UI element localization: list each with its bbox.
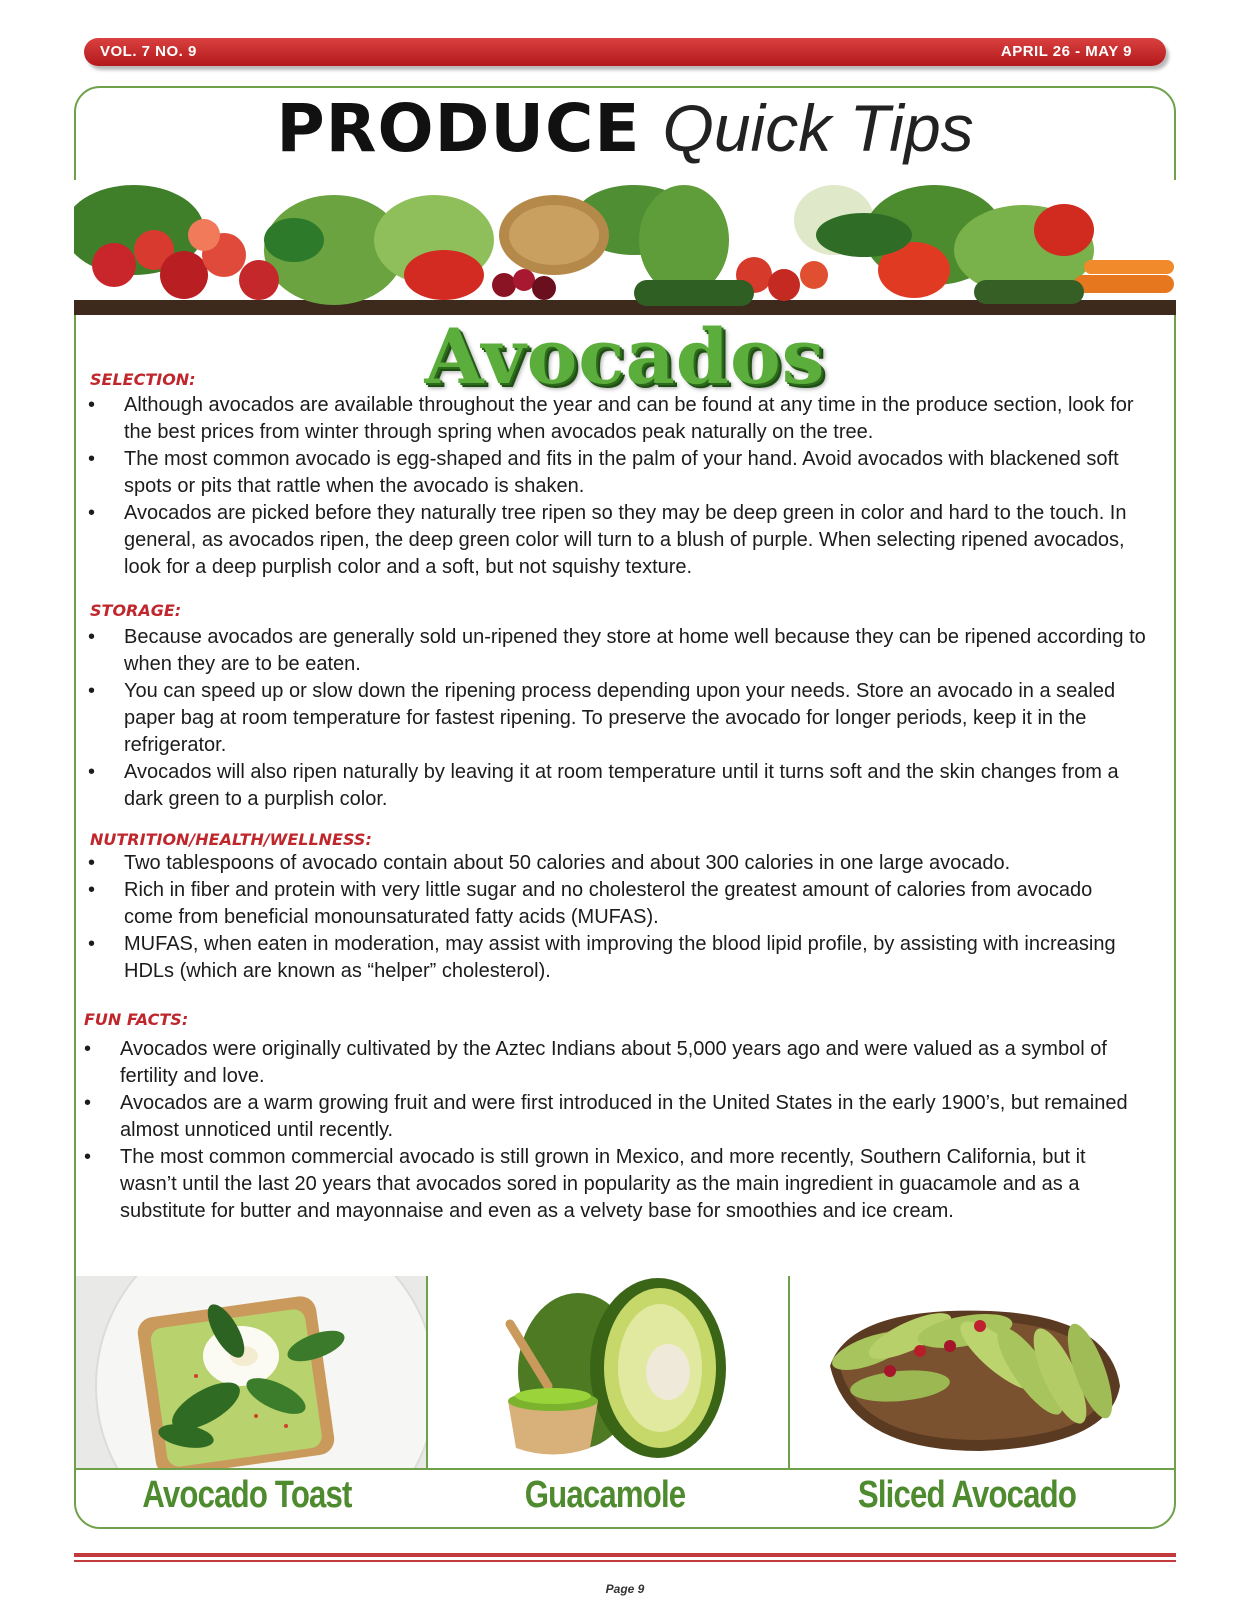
list-item: • Rich in fiber and protein with very little sugar and no cholesterol the greatest amount of calories from avocado come from beneficial monounsaturated fatty acids (MUFAS).	[88, 877, 1146, 931]
date-range: APRIL 26 - MAY 9	[1000, 43, 1132, 60]
masthead-quick-tips: Quick Tips	[662, 91, 974, 165]
fun-facts-list	[84, 1036, 1146, 1225]
vegetable-banner-image	[74, 180, 1176, 315]
sliced-avocado-photo	[790, 1276, 1174, 1468]
issue-header-bar	[84, 38, 1166, 66]
selection-heading: SELECTION:	[90, 370, 196, 389]
list-item: • The most common commercial avocado is still grown in Mexico, and more recently, Southern California, but it wasn’t until the last 20 years that avocados sored in popularity as the main ingredient in guacamole and as a substitute for butter and mayonnaise and even as a velvety base for smoothies and ice cream.	[84, 1144, 1146, 1225]
photo-strip-bottom-border	[74, 1468, 1176, 1470]
nutrition-list	[88, 850, 1146, 985]
avocado-toast-image	[76, 1276, 426, 1468]
footer-rule	[74, 1553, 1176, 1562]
list-item: • Avocados are a warm growing fruit and were first introduced in the United States in the early 1900’s, but remained almost unnoticed until recently.	[84, 1090, 1146, 1144]
list-item: • Avocados were originally cultivated by the Aztec Indians about 5,000 years ago and were valued as a symbol of fertility and love.	[84, 1036, 1146, 1090]
masthead-produce: PRODUCE	[276, 90, 641, 167]
page-title: Avocados	[424, 312, 826, 401]
guacamole-photo	[428, 1276, 788, 1468]
caption-avocado-toast: Avocado Toast	[142, 1474, 352, 1516]
list-item: • Because avocados are generally sold un-ripened they store at home well because they can be ripened according to when they are to be eaten.	[88, 624, 1150, 678]
storage-heading: STORAGE:	[90, 601, 182, 620]
storage-list	[88, 624, 1150, 813]
vegetables-illustration	[74, 180, 1176, 315]
list-item: • Avocados are picked before they naturally tree ripen so they may be deep green in color and hard to the touch. In general, as avocados ripen, the deep green color will turn to a blush of purple. When selecting ripened avocados, look for a deep purplish color and a soft, but not squishy texture.	[88, 500, 1148, 581]
avocado-toast-photo	[76, 1276, 426, 1468]
masthead	[0, 90, 1250, 170]
list-item: • You can speed up or slow down the ripening process depending upon your needs. Store an avocado in a sealed paper bag at room temperature for fastest ripening. To preserve the avocado for longer periods, keep it in the refrigerator.	[88, 678, 1150, 759]
list-item: • Although avocados are available throughout the year and can be found at any time in the produce section, look for the best prices from winter through spring when avocados peak naturally on the tree.	[88, 392, 1148, 446]
nutrition-heading: NUTRITION/HEALTH/WELLNESS:	[90, 830, 372, 849]
caption-sliced-avocado: Sliced Avocado	[857, 1474, 1077, 1516]
page-number: Page 9	[605, 1582, 645, 1596]
list-item: • The most common avocado is egg-shaped and fits in the palm of your hand. Avoid avocados with blackened soft spots or pits that rattle when the avocado is shaken.	[88, 446, 1148, 500]
guacamole-image	[428, 1276, 788, 1468]
sliced-avocado-image	[790, 1276, 1174, 1468]
list-item: • Avocados will also ripen naturally by leaving it at room temperature until it turns soft and the skin changes from a dark green to a purplish color.	[88, 759, 1150, 813]
caption-guacamole: Guacamole	[524, 1474, 686, 1516]
list-item: • Two tablespoons of avocado contain about 50 calories and about 300 calories in one large avocado.	[88, 850, 1146, 877]
volume-label: VOL. 7 NO. 9	[100, 43, 197, 60]
fun-facts-heading: FUN FACTS:	[84, 1010, 189, 1029]
selection-list	[88, 392, 1148, 581]
list-item: • MUFAS, when eaten in moderation, may assist with improving the blood lipid profile, by assisting with increasing HDLs (which are known as “helper” cholesterol).	[88, 931, 1146, 985]
